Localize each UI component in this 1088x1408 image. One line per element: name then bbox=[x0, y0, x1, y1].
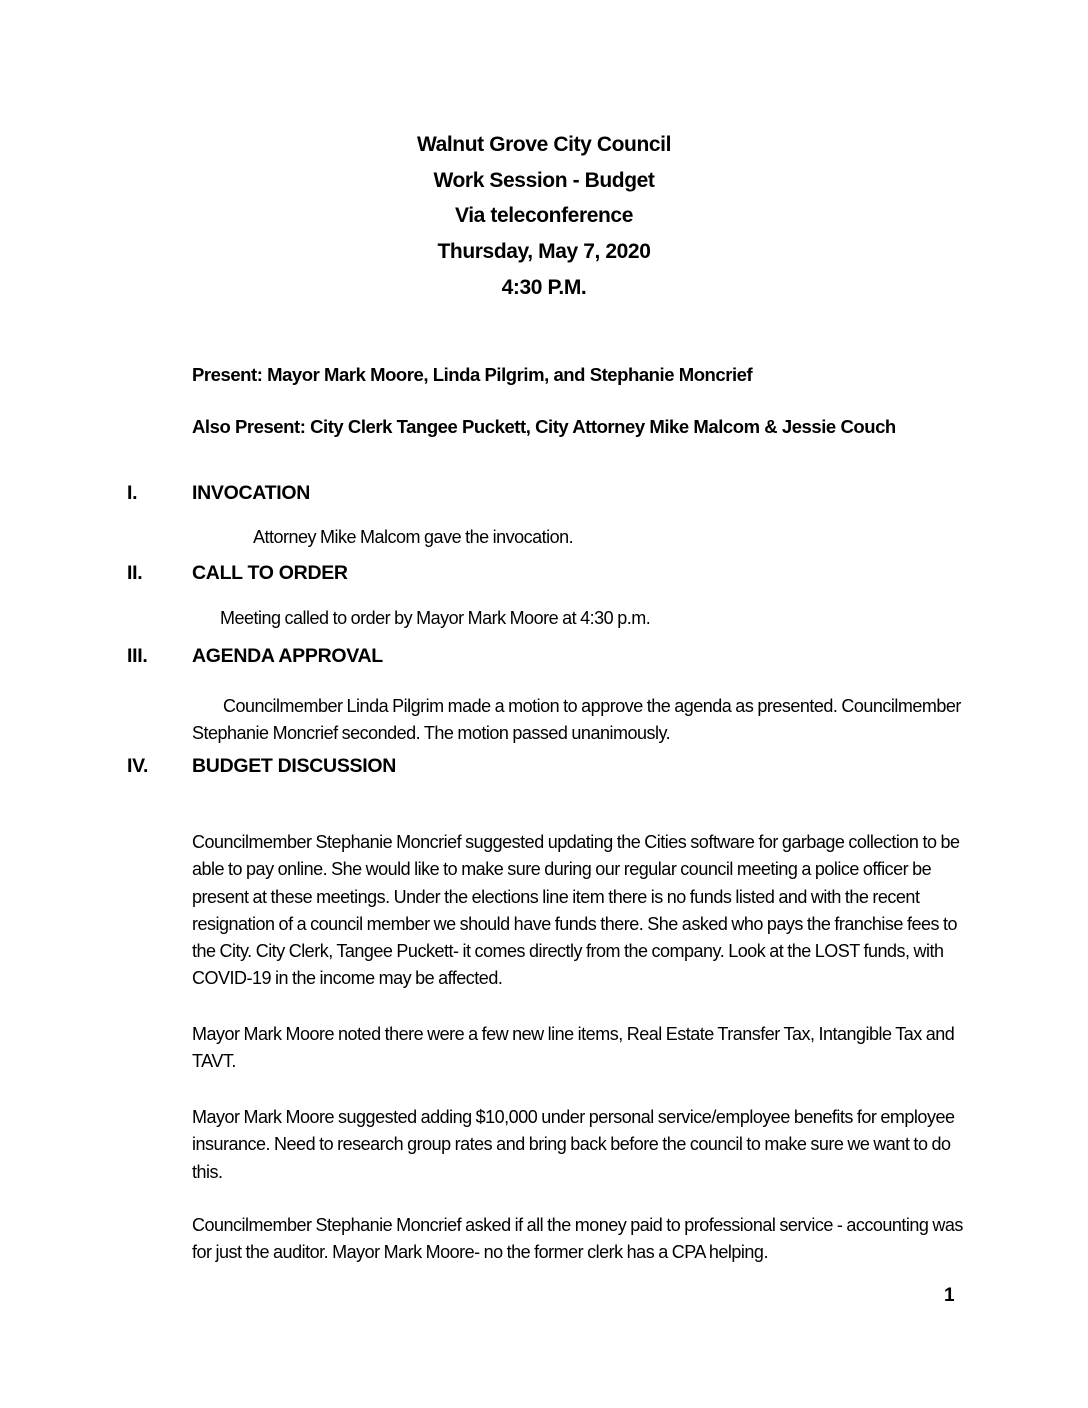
attendance-also-present: Also Present: City Clerk Tangee Puckett, City Attorney Mike Malcom & Jessie Couch bbox=[192, 415, 896, 437]
section-agenda-approval-heading: AGENDA APPROVAL bbox=[192, 645, 383, 667]
title-line-org: Walnut Grove City Council bbox=[416, 133, 672, 156]
section-invocation-body: Attorney Mike Malcom gave the invocation. bbox=[253, 527, 574, 547]
section-invocation-heading: INVOCATION bbox=[192, 482, 310, 504]
title-line-venue: Via teleconference bbox=[454, 204, 633, 228]
section-call-to-order-heading: CALL TO ORDER bbox=[192, 562, 348, 584]
section-budget-discussion-heading: BUDGET DISCUSSION bbox=[192, 755, 397, 777]
section-agenda-approval-heading-row bbox=[127, 645, 383, 668]
attendance-present: Present: Mayor Mark Moore, Linda Pilgrim, and Stephanie Moncrief bbox=[192, 363, 753, 385]
page-number: 1 bbox=[944, 1285, 955, 1306]
section-call-to-order-body: Meeting called to order by Mayor Mark Moore at 4:30 p.m. bbox=[220, 608, 651, 628]
budget-discussion-paragraph: Mayor Mark Moore noted there were a few new line items, Real Estate Transfer Tax, Intangible Tax and TAVT. bbox=[192, 1024, 955, 1072]
budget-discussion-paragraph: Councilmember Stephanie Moncrief suggested updating the Cities software for garbage collection to be able to pay online. She would like to make sure during our regular council meeting a police officer be present at these meetings. Under the elections line item there is no funds listed and with the recent resignation of a council member we should have funds there. She asked who pays the franchise fees to the City. City Clerk, Tangee Puckett- it comes directly from the company. Look at the LOST funds, with COVID-19 in the income may be affected. bbox=[192, 832, 960, 989]
budget-discussion-paragraph: Councilmember Stephanie Moncrief asked if all the money paid to professional service - accounting was for just the auditor. Mayor Mark Moore- no the former clerk has a CPA helping. bbox=[192, 1215, 963, 1263]
title-line-session: Work Session - Budget bbox=[433, 168, 655, 192]
title-line-time: 4:30 P.M. bbox=[501, 275, 587, 299]
section-call-to-order-numeral: II. bbox=[127, 562, 143, 584]
section-call-to-order-heading-row bbox=[127, 562, 348, 585]
section-agenda-approval-body: Councilmember Linda Pilgrim made a motion to approve the agenda as presented. Councilmember Stephanie Moncrief seconded. The motion passed unanimously. bbox=[192, 696, 961, 744]
document-title-block bbox=[0, 127, 1088, 306]
title-line-date: Thursday, May 7, 2020 bbox=[437, 240, 651, 264]
section-budget-discussion-numeral: IV. bbox=[127, 755, 149, 777]
section-invocation-numeral: I. bbox=[127, 482, 138, 504]
section-agenda-approval-numeral: III. bbox=[127, 645, 148, 667]
section-invocation-heading-row bbox=[127, 482, 310, 505]
section-budget-discussion-heading-row bbox=[127, 755, 396, 778]
budget-discussion-paragraph: Mayor Mark Moore suggested adding $10,000 under personal service/employee benefits for employee insurance. Need to research group rates and bring back before the council to make sure we want to do this. bbox=[192, 1107, 955, 1182]
